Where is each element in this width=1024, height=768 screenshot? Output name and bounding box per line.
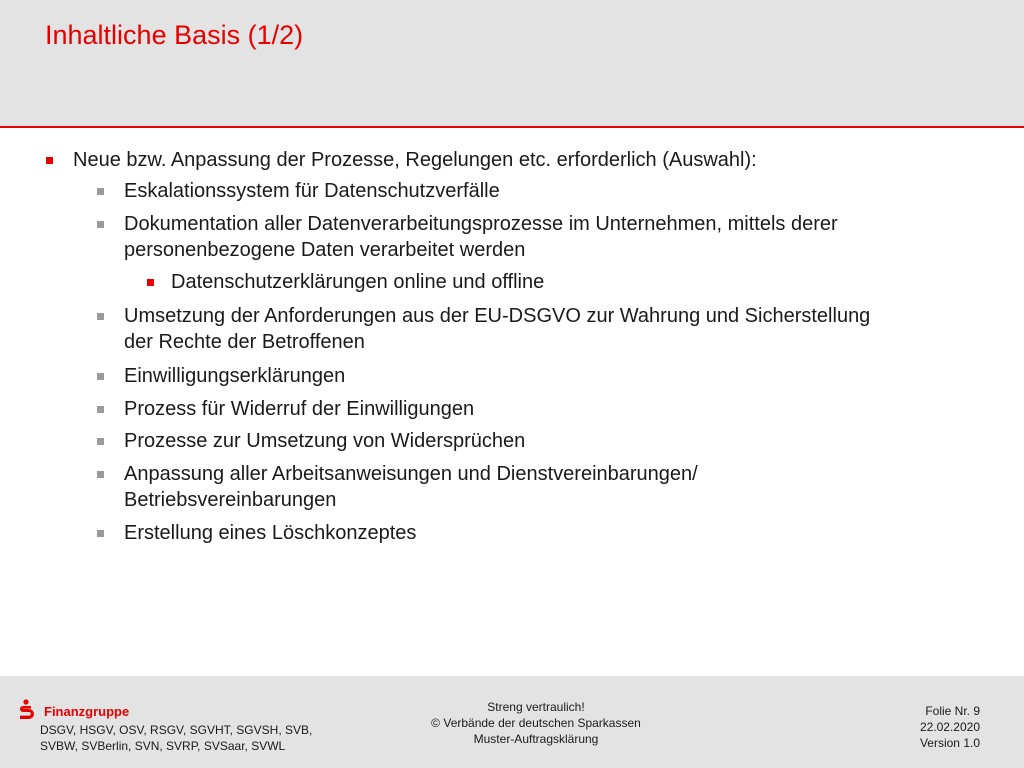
list-item-text: Anpassung aller Arbeitsanweisungen und Dienstvereinbarungen/ bbox=[124, 463, 698, 485]
list-item-text: Umsetzung der Anforderungen aus der EU-DSGVO zur Wahrung und Sicherstellung bbox=[124, 305, 871, 327]
sparkasse-logo-icon bbox=[16, 699, 36, 721]
grey-square-bullet-icon bbox=[97, 313, 104, 320]
grey-square-bullet-icon bbox=[97, 471, 104, 478]
slide-title: Inhaltliche Basis (1/2) bbox=[45, 20, 304, 50]
slide-version: Version 1.0 bbox=[919, 736, 980, 750]
list-item bbox=[124, 303, 870, 355]
list-item-text: Betriebsvereinbarungen bbox=[124, 489, 337, 511]
list-item bbox=[124, 178, 500, 204]
list-item-text: Neue bzw. Anpassung der Prozesse, Regelungen etc. erforderlich (Auswahl): bbox=[73, 149, 757, 171]
confidentiality-label: Streng vertraulich! bbox=[487, 700, 585, 714]
confidentiality-note bbox=[380, 699, 692, 747]
slide-number: Folie Nr. 9 bbox=[925, 704, 980, 718]
list-item-text: Prozess für Widerruf der Einwilligungen bbox=[124, 398, 475, 420]
member-associations-line: DSGV, HSGV, OSV, RSGV, SGVHT, SGVSH, SVB, bbox=[40, 723, 313, 737]
slide-date: 22.02.2020 bbox=[919, 720, 980, 734]
member-associations-line: SVBW, SVBerlin, SVN, SVRP, SVSaar, SVWL bbox=[40, 739, 286, 753]
list-item-text: Datenschutzerklärungen online und offline bbox=[171, 271, 545, 293]
grey-square-bullet-icon bbox=[97, 221, 104, 228]
list-item bbox=[124, 211, 838, 263]
slide-meta bbox=[920, 703, 980, 751]
grey-square-bullet-icon bbox=[97, 373, 104, 380]
copyright-text: © Verbände der deutschen Sparkassen bbox=[431, 716, 641, 730]
brand-name: Finanzgruppe bbox=[44, 704, 130, 719]
list-item bbox=[171, 269, 544, 295]
list-item-text: personenbezogene Daten verarbeitet werden bbox=[124, 239, 526, 261]
red-square-bullet-icon bbox=[46, 157, 53, 164]
list-item bbox=[124, 396, 474, 422]
list-item-text: Eskalationssystem für Datenschutzverfälle bbox=[124, 180, 500, 202]
red-square-bullet-icon bbox=[147, 279, 154, 286]
list-item bbox=[73, 147, 757, 173]
list-item-text: der Rechte der Betroffenen bbox=[124, 331, 365, 353]
list-item bbox=[124, 428, 525, 454]
slide-footer bbox=[0, 676, 1024, 768]
grey-square-bullet-icon bbox=[97, 530, 104, 537]
list-item-text: Erstellung eines Löschkonzeptes bbox=[124, 522, 417, 544]
list-item-text: Dokumentation aller Datenverarbeitungsprozesse im Unternehmen, mittels derer bbox=[124, 213, 838, 235]
list-item-text: Einwilligungserklärungen bbox=[124, 365, 346, 387]
grey-square-bullet-icon bbox=[97, 406, 104, 413]
list-item bbox=[124, 363, 345, 389]
member-associations bbox=[40, 722, 312, 754]
list-item bbox=[124, 520, 416, 546]
list-item bbox=[124, 461, 698, 513]
list-item-text: Prozesse zur Umsetzung von Widersprüchen bbox=[124, 430, 526, 452]
grey-square-bullet-icon bbox=[97, 438, 104, 445]
header-divider bbox=[0, 126, 1024, 128]
grey-square-bullet-icon bbox=[97, 188, 104, 195]
slide-header bbox=[0, 0, 1024, 126]
document-name: Muster-Auftragsklärung bbox=[473, 732, 599, 746]
